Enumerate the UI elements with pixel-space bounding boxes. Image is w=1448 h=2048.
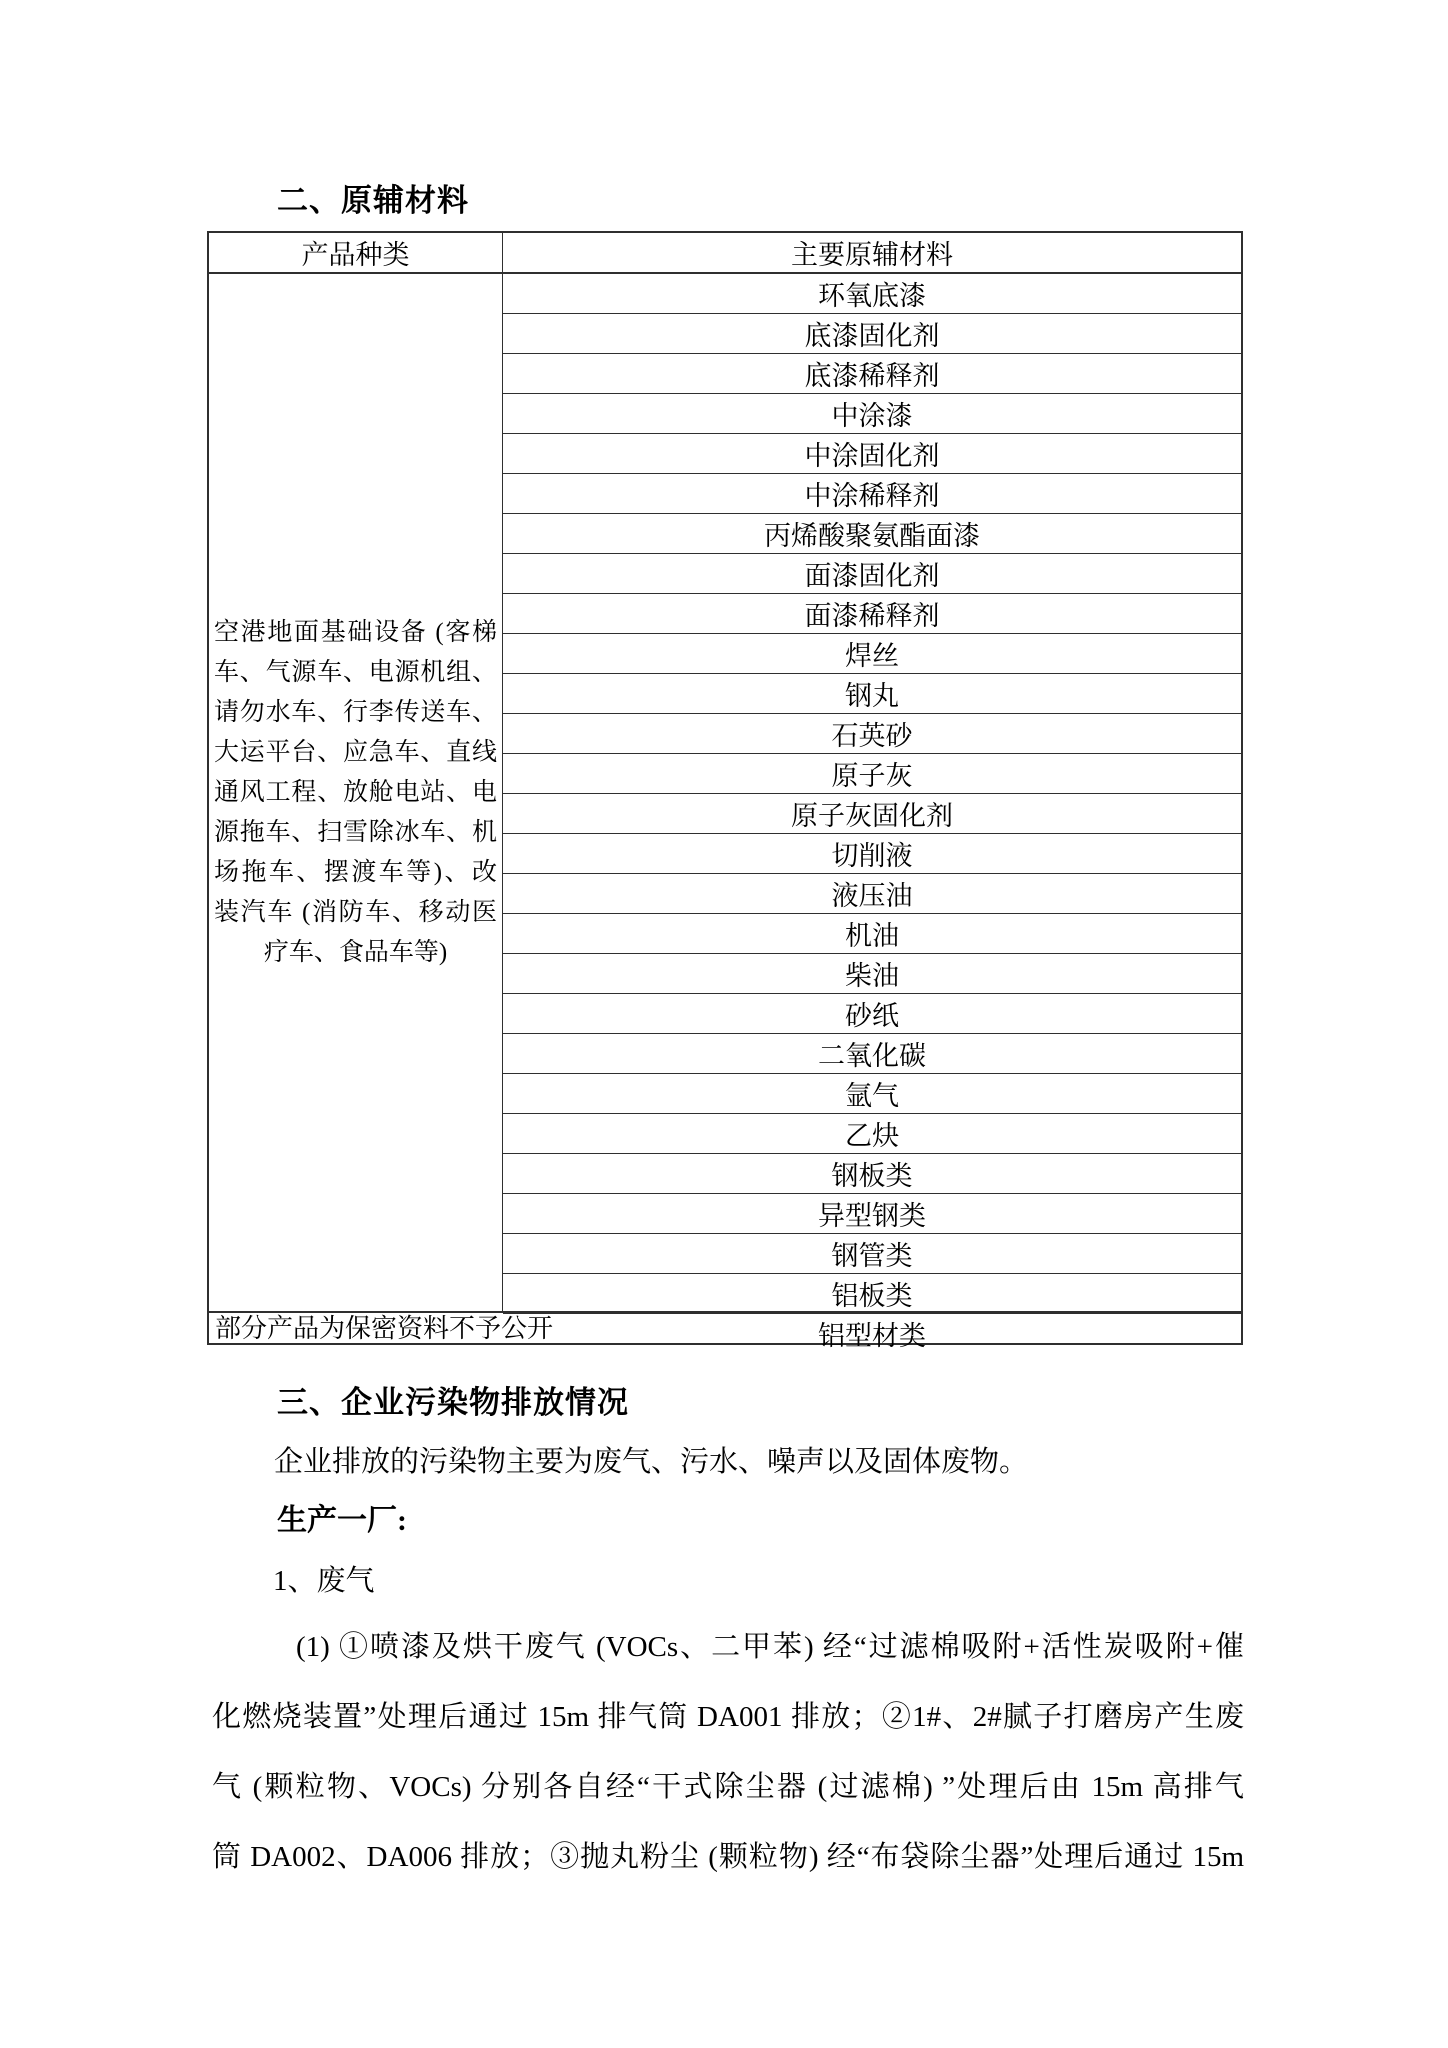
- material-row: 中涂固化剂: [503, 434, 1241, 474]
- material-row: 石英砂: [503, 714, 1241, 754]
- material-row: 环氧底漆: [503, 274, 1241, 314]
- material-row: 钢丸: [503, 674, 1241, 714]
- material-row: 二氧化碳: [503, 1034, 1241, 1074]
- material-row: 液压油: [503, 874, 1241, 914]
- section3-intro-text: 企业排放的污染物主要为废气、污水、噪声以及固体废物。: [274, 1446, 1029, 1478]
- materials-column: [503, 274, 1241, 1351]
- waste-gas-paragraph: [212, 1628, 1244, 1908]
- material-row: 铝板类: [503, 1274, 1241, 1314]
- material-row: 乙炔: [503, 1114, 1241, 1154]
- product-category-line: 场拖车、摆渡车等)、改: [214, 858, 497, 886]
- material-row: 原子灰: [503, 754, 1241, 794]
- product-category-line: 空港地面基础设备 (客梯: [214, 618, 497, 646]
- header-cell-main-materials: 主要原辅材料: [791, 240, 953, 270]
- product-category-line: 大运平台、应急车、直线: [214, 738, 497, 766]
- material-row: 氩气: [503, 1074, 1241, 1114]
- material-row: 切削液: [503, 834, 1241, 874]
- product-category-cell: [209, 274, 503, 1311]
- product-category-line: 疗车、食品车等): [263, 938, 448, 966]
- product-category-line: 源拖车、扫雪除冰车、机: [214, 818, 497, 846]
- paragraph-line: 筒 DA002、DA006 排放；③抛丸粉尘 (颗粒物) 经“布袋除尘器”处理后通过 15m: [212, 1841, 1244, 1873]
- product-category-line: 装汽车 (消防车、移动医: [214, 898, 497, 926]
- paragraph-line: 化燃烧装置”处理后通过 15m 排气筒 DA001 排放；②1#、2#腻子打磨房产生废: [212, 1701, 1244, 1733]
- material-row: 机油: [503, 914, 1241, 954]
- material-row: 丙烯酸聚氨酯面漆: [503, 514, 1241, 554]
- paragraph-line: (1) ①喷漆及烘干废气 (VOCs、二甲苯) 经“过滤棉吸附+活性炭吸附+催: [296, 1631, 1244, 1663]
- section2-heading: 二、原辅材料: [277, 183, 469, 218]
- material-row: 砂纸: [503, 994, 1241, 1034]
- section3-heading: 三、企业污染物排放情况: [277, 1385, 629, 1420]
- table-footnote: 部分产品为保密资料不予公开: [209, 1311, 1241, 1343]
- material-row: 钢管类: [503, 1234, 1241, 1274]
- factory-one-label: 生产一厂:: [277, 1504, 407, 1537]
- material-row: 铝型材类: [818, 1321, 926, 1351]
- material-row: 面漆固化剂: [503, 554, 1241, 594]
- product-category-line: 通风工程、放舱电站、电: [214, 778, 497, 806]
- material-row: 中涂漆: [503, 394, 1241, 434]
- header-cell-product-type: 产品种类: [209, 233, 503, 272]
- table-header-row: [209, 233, 1241, 274]
- material-row: 钢板类: [503, 1154, 1241, 1194]
- material-row: 中涂稀释剂: [503, 474, 1241, 514]
- product-category-line: 请勿水车、行李传送车、: [214, 698, 497, 726]
- waste-gas-item-label: 1、废气: [273, 1565, 375, 1597]
- paragraph-line: 气 (颗粒物、VOCs) 分别各自经“干式除尘器 (过滤棉) ”处理后由 15m 高排气: [212, 1771, 1244, 1803]
- material-row: 面漆稀释剂: [503, 594, 1241, 634]
- material-row: 底漆稀释剂: [503, 354, 1241, 394]
- material-row: 柴油: [503, 954, 1241, 994]
- product-category-text: [214, 613, 497, 973]
- material-row: 原子灰固化剂: [503, 794, 1241, 834]
- raw-materials-table: [207, 231, 1243, 1351]
- material-row: 焊丝: [503, 634, 1241, 674]
- material-row: 底漆固化剂: [503, 314, 1241, 354]
- material-row: 异型钢类: [503, 1194, 1241, 1234]
- product-category-line: 车、气源车、电源机组、: [214, 658, 497, 686]
